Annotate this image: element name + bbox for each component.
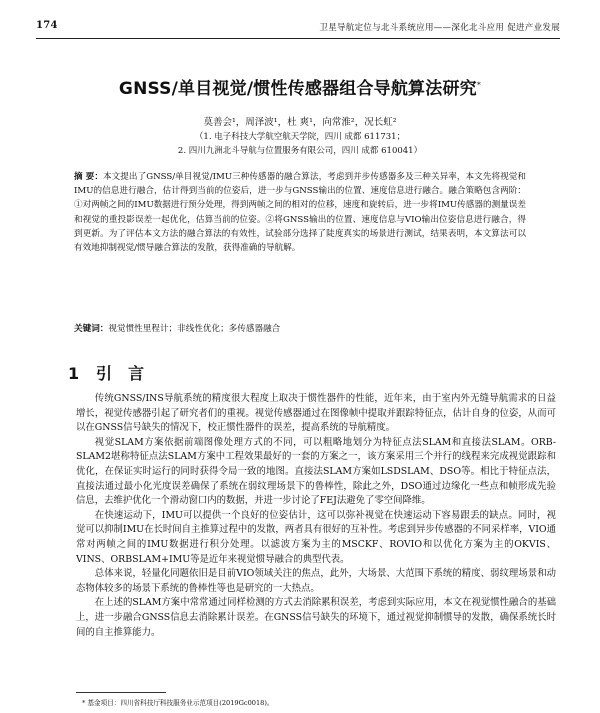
- page-number: 174: [36, 20, 58, 31]
- running-header: [36, 20, 560, 34]
- paragraph: 视觉SLAM方案依据前端图像处理方式的不同，可以粗略地划分为特征点法SLAM和直接法SLAM。ORB-SLAM2堪称特征点法SLAM方案中工程效果最好的一套的方案之一，该方案采用三个并行的线程来完成视觉跟踪和优化，在保证实时运行的同时获得令局一致的地图。直接法SLAM方案如LSDSLAM、DSO等。相比于特征点法，直接法通过最小化光度误差确保了系统在弱纹理场景下的鲁棒性，除此之外，DSO通过边缘化一些点和帧形成先验信息，去维护优化一个滑动窗口内的数据，并进一步讨论了FEJ法避免了零空间降维。: [76, 436, 556, 507]
- keywords-text: 视觉惯性里程计；非线性优化；多传感器融合: [108, 324, 281, 334]
- paper-title: [0, 74, 600, 99]
- header-rule: [36, 38, 560, 39]
- paper-title-text: GNSS/单目视觉/惯性传感器组合导航算法研究: [118, 79, 477, 99]
- affiliation-1: （1. 电子科技大学航空航天学院，四川 成都 611731；: [194, 132, 406, 142]
- footnote: * 基金项目：四川省科技厅科技服务业示范项目(2019Gc0018)。: [82, 699, 274, 707]
- paragraph: 在快速运动下，IMU可以提供一个良好的位姿估计，这可以弥补视觉在快速运动下容易跟丢的缺点。同时，视觉可以抑制IMU在长时间自主推算过程中的发散，两者具有很好的互补性。考虑到异步传感器的不同采样率，VIO通常对两帧之间的IMU数据进行积分处理。以滤波方案为主的MSCKF、ROVIO和以优化方案为主的OKVIS、VINS、ORBSLAM+IMU等是近年来视觉惯导融合的典型代表。: [76, 509, 556, 565]
- paragraph: 总体来说，轻量化同题依旧是目前VIO领域关注的焦点，此外，大场景、大范围下系统的精度、弱纹理场景和动态物体较多的场景下系统的鲁棒性等也是研究的一大热点。: [76, 568, 556, 594]
- paragraph: 在上述的SLAM方案中常常通过同样检测的方式去消除累积误差，考虑到实际应用，本文在视觉惯性融合的基础上，进一步融合GNSS信息去消除累计误差。在GNSS信号缺失的环境下，通过视觉抑制惯导的发散，确保系统长时间的自主推算能力。: [76, 597, 556, 638]
- title-footnote-mark: *: [476, 80, 482, 90]
- author-list: 莫善会¹，周泽波¹，杜 爽¹，向常淮²，况长虹²: [203, 117, 397, 128]
- keywords-label: 关键词：: [74, 324, 109, 334]
- section-number: 1: [68, 364, 80, 383]
- abstract-text: 本文提出了GNSS/单目视觉/IMU三种传感器的融合算法，考虑到并步传感器多及三种关异率，本文先将视觉和IMU的信息进行融合，估计得到当前的位姿后，进一步与GNSS输出的位置、速度信息进行融合。融合策略包含两阶：①对两帧之间的IMU数据进行预分处理，得到两帧之间的相对的位移，速度和旋转后，进一步将IMU传感器的测量误差和视觉的重投影误差一起优化，估算当前的位姿。②将GNSS输出的位置、速度信息与VIO输出位姿信息进行融合，得到更新。为了评估本文方法的融合算法的有效性，试验部分选择了陡度真实的场景进行测试，结果表明，本文算法可以有效地抑制视觉/惯导融合算法的发散，获得准确的导航解。: [74, 172, 526, 254]
- section-title: 引 言: [96, 364, 145, 383]
- body-text: [76, 392, 556, 640]
- abstract: [74, 170, 526, 255]
- footnote-rule: [76, 692, 166, 693]
- abstract-label: 摘 要：: [74, 172, 103, 182]
- running-title: 卫星导航定位与北斗系统应用——深化北斗应用 促进产业发展: [319, 23, 560, 33]
- affiliation-2: 2. 四川九洲北斗导航与位置服务有限公司，四川 成都 610041）: [177, 146, 423, 156]
- keywords: [74, 322, 526, 334]
- section-heading: [68, 361, 144, 384]
- paragraph: 传统GNSS/INS导航系统的精度很大程度上取决于惯性器件的性能，近年来，由于室内外无缝导航需求的日益增长，视觉传感器引起了研究者们的重视。视觉传感器通过在图像帧中提取并跟踪特征点，估计自身的位姿，从而可以在GNSS信号缺失的情况下，校正惯性器件的误差，提高系统的导航精度。: [76, 393, 556, 434]
